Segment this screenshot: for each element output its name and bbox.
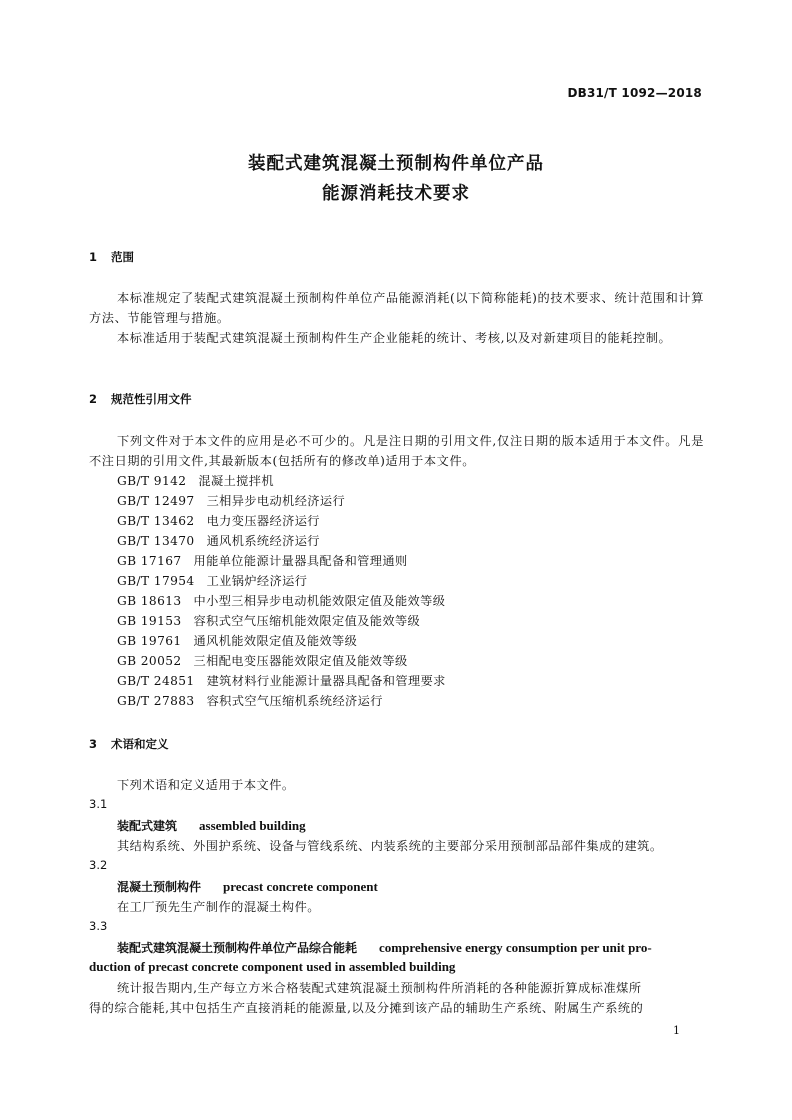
reference-item <box>117 472 274 489</box>
term-en: comprehensive energy consumption per unit pro- <box>379 940 652 955</box>
section-number: 3 <box>89 737 98 751</box>
ref-title: 用能单位能源计量器具配备和管理通则 <box>193 554 408 568</box>
term-en: assembled building <box>199 818 306 833</box>
reference-item <box>117 532 320 549</box>
term-en-continuation: duction of precast concrete component used in assembled building <box>89 959 456 974</box>
clause-number: 3.3 <box>89 919 108 933</box>
ref-code: GB/T 12497 <box>117 494 195 508</box>
section-heading-normative <box>89 391 192 407</box>
ref-title: 工业锅炉经济运行 <box>206 574 308 588</box>
ref-title: 三相配电变压器能效限定值及能效等级 <box>193 654 408 668</box>
ref-title: 容积式空气压缩机能效限定值及能效等级 <box>193 614 421 628</box>
normative-intro: 下列文件对于本文件的应用是必不可少的。凡是注日期的引用文件,仅注日期的版本适用于本文件。凡是不注日期的引用文件,其最新版本(包括所有的修改单)适用于本文件。 <box>89 434 704 468</box>
ref-code: GB/T 9142 <box>117 474 187 488</box>
ref-code: GB/T 13470 <box>117 534 195 548</box>
page-number: 1 <box>673 1024 680 1037</box>
clause-number: 3.2 <box>89 858 108 872</box>
ref-code: GB 18613 <box>117 594 182 608</box>
term-definition: 其结构系统、外围护系统、设备与管线系统、内装系统的主要部分采用预制部品部件集成的建筑。 <box>117 839 663 853</box>
scope-paragraph-1: 本标准规定了装配式建筑混凝土预制构件单位产品能源消耗(以下简称能耗)的技术要求、统计范围和计算方法、节能管理与措施。 <box>89 291 704 325</box>
ref-code: GB/T 17954 <box>117 574 195 588</box>
reference-item <box>117 492 345 509</box>
ref-code: GB 19153 <box>117 614 182 628</box>
section-heading-scope <box>89 249 134 265</box>
section-number: 2 <box>89 392 98 406</box>
section-heading-terms <box>89 736 169 752</box>
ref-code: GB/T 13462 <box>117 514 195 528</box>
reference-item <box>117 572 307 589</box>
standard-number: DB31/T 1092—2018 <box>567 86 702 100</box>
term-definition: 在工厂预先生产制作的混凝土构件。 <box>117 900 320 914</box>
term-zh: 装配式建筑 <box>117 819 178 833</box>
section-number: 1 <box>89 250 98 264</box>
document-title-line2: 能源消耗技术要求 <box>322 184 470 204</box>
ref-title: 通风机能效限定值及能效等级 <box>193 634 358 648</box>
reference-item <box>117 632 357 649</box>
reference-item <box>117 592 445 609</box>
section-title: 规范性引用文件 <box>111 392 192 406</box>
term-entry <box>117 817 306 834</box>
reference-item <box>117 552 408 569</box>
ref-title: 混凝土搅拌机 <box>198 474 274 488</box>
section-title: 范围 <box>111 250 134 264</box>
section-title: 术语和定义 <box>111 737 169 751</box>
term-definition-line2: 得的综合能耗,其中包括生产直接消耗的能源量,以及分摊到该产品的辅助生产系统、附属生产系统的 <box>89 1001 644 1015</box>
reference-item <box>117 612 420 629</box>
scope-paragraph-2: 本标准适用于装配式建筑混凝土预制构件生产企业能耗的统计、考核,以及对新建项目的能耗控制。 <box>117 331 672 345</box>
ref-title: 容积式空气压缩机系统经济运行 <box>206 694 383 708</box>
ref-title: 通风机系统经济运行 <box>206 534 320 548</box>
term-entry <box>117 878 378 895</box>
ref-code: GB 17167 <box>117 554 182 568</box>
ref-code: GB/T 24851 <box>117 674 195 688</box>
ref-title: 电力变压器经济运行 <box>206 514 320 528</box>
term-zh: 装配式建筑混凝土预制构件单位产品综合能耗 <box>117 941 358 955</box>
reference-item <box>117 692 383 709</box>
reference-item <box>117 672 446 689</box>
term-en: precast concrete component <box>223 879 378 894</box>
ref-code: GB 19761 <box>117 634 182 648</box>
clause-number: 3.1 <box>89 797 108 811</box>
reference-item <box>117 652 408 669</box>
ref-code: GB/T 27883 <box>117 694 195 708</box>
term-entry <box>117 939 652 956</box>
document-title-line1: 装配式建筑混凝土预制构件单位产品 <box>248 154 544 174</box>
terms-intro: 下列术语和定义适用于本文件。 <box>117 778 295 792</box>
ref-title: 建筑材料行业能源计量器具配备和管理要求 <box>206 674 446 688</box>
term-definition-line1: 统计报告期内,生产每立方米合格装配式建筑混凝土预制构件所消耗的各种能源折算成标准煤所 <box>117 981 642 995</box>
term-zh: 混凝土预制构件 <box>117 880 202 894</box>
ref-title: 中小型三相异步电动机能效限定值及能效等级 <box>193 594 446 608</box>
ref-title: 三相异步电动机经济运行 <box>206 494 346 508</box>
reference-item <box>117 512 320 529</box>
ref-code: GB 20052 <box>117 654 182 668</box>
